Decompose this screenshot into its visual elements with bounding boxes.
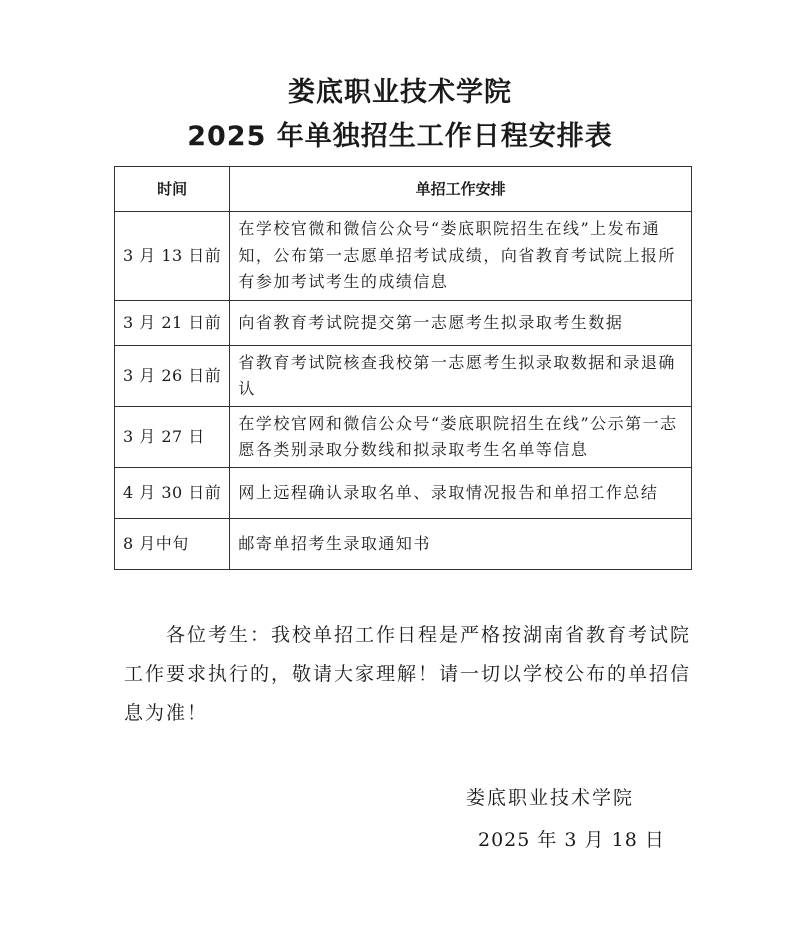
document-title-schedule: 2025 年单独招生工作日程安排表 — [187, 121, 613, 152]
row-task: 省教育考试院核查我校第一志愿考生拟录取数据和录退确认 — [230, 346, 692, 407]
document-title-institution: 娄底职业技术学院 — [288, 77, 512, 108]
table-row — [115, 468, 692, 519]
header-time: 时间 — [115, 167, 230, 212]
row-task: 网上远程确认录取名单、录取情况报告和单招工作总结 — [230, 468, 692, 519]
row-task: 向省教育考试院提交第一志愿考生拟录取考生数据 — [230, 301, 692, 346]
row-time: 3 月 21 日前 — [115, 301, 230, 346]
table-header-row — [115, 167, 692, 212]
row-time: 3 月 26 日前 — [115, 346, 230, 407]
row-task: 邮寄单招考生录取通知书 — [230, 519, 692, 570]
row-task: 在学校官微和微信公众号“娄底职院招生在线”上发布通知，公布第一志愿单招考试成绩，向省教育考试院上报所有参加考试考生的成绩信息 — [230, 212, 692, 301]
signature-date: 2025 年 3 月 18 日 — [478, 829, 665, 851]
row-time: 8 月中旬 — [115, 519, 230, 570]
table-row — [115, 212, 692, 301]
table-row — [115, 301, 692, 346]
signature-institution: 娄底职业技术学院 — [466, 787, 635, 809]
table-row — [115, 407, 692, 468]
header-task: 单招工作安排 — [230, 167, 692, 212]
table-row — [115, 346, 692, 407]
row-task: 在学校官网和微信公众号“娄底职院招生在线”公示第一志愿各类别录取分数线和拟录取考生名单等信息 — [230, 407, 692, 468]
row-time: 4 月 30 日前 — [115, 468, 230, 519]
schedule-table — [114, 166, 692, 570]
notice-paragraph: 各位考生：我校单招工作日程是严格按湖南省教育考试院工作要求执行的，敬请大家理解！请一切以学校公布的单招信息为准！ — [124, 624, 692, 724]
table-row — [115, 519, 692, 570]
row-time: 3 月 13 日前 — [115, 212, 230, 301]
row-time: 3 月 27 日 — [115, 407, 230, 468]
